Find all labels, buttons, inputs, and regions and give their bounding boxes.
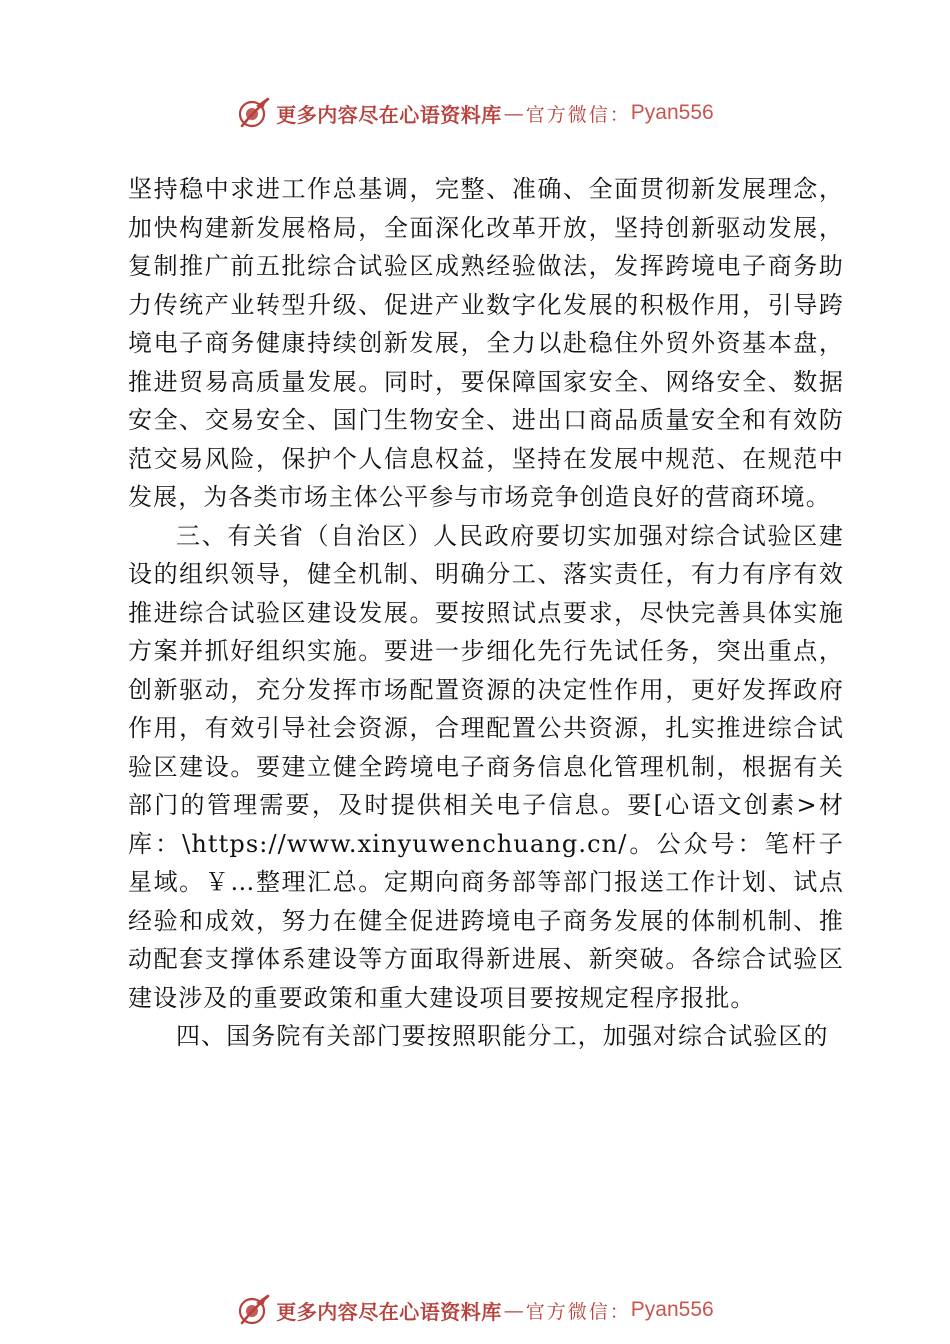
banner-dash: — — [503, 1298, 524, 1322]
wechat-label: 官方微信： — [525, 103, 631, 126]
brand-text: 更多内容尽在心语资料库 — [276, 102, 502, 127]
quill-seal-icon — [236, 96, 270, 130]
quill-seal-icon — [236, 1293, 270, 1327]
wechat-label: 官方微信： — [525, 1300, 631, 1323]
wechat-id: Pyan556 — [630, 101, 714, 124]
paragraph-3: 四、国务院有关部门要按照职能分工，加强对综合试验区的 — [176, 1022, 829, 1050]
paragraph-2: 三、有关省（自治区）人民政府要切实加强对综合试验区建设的组织领导，健全机制、明确分工、落实责任，有力有序有效推进综合试验区建设发展。要按照试点要求，尽快完善具体实施方案并抓好组织实施。要进一步细化先行先试任务，突出重点，创新驱动，充分发挥市场配置资源的决定性作用，更好发挥政府作用，有效引导社会资源，合理配置公共资源，扎实推进综合试验区建设。要建立健全跨境电子商务信息化管理机制，根据有关部门的管理需要，及时提供相关电子信息。要[心语文创素>材库：\https://www.xinyuwenchuang.cn/。公众号：笔杆子星域。￥…整理汇总。定期向商务部等部门报送工作计划、试点经验和成效，努力在健全促进跨境电子商务发展的体制机制、推动配套支撑体系建设等方面取得新进展、新突破。各综合试验区建设涉及的重要政策和重大建设项目要按规定程序报批。 — [128, 521, 844, 1012]
banner-dash: — — [503, 101, 524, 125]
wechat-id: Pyan556 — [630, 1298, 714, 1321]
paragraph-1: 坚持稳中求进工作总基调，完整、准确、全面贯彻新发展理念，加快构建新发展格局，全面深化改革开放，坚持创新驱动发展，复制推广前五批综合试验区成熟经验做法，发挥跨境电子商务助力传统产业转型升级、促进产业数字化发展的积极作用，引导跨境电子商务健康持续创新发展，全力以赴稳住外贸外资基本盘， 推进贸易高质量发展。同时，要保障国家安全、网络安全、数据安全、交易安全、国门生物安全、进出口商品质量安全和有效防范交易风险，保护个人信息权益，坚持在发展中规范、在规范中发展，为各类市场主体公平参与市场竞争创造良好的营商环境。 — [128, 175, 844, 511]
document-body — [128, 170, 844, 1056]
header-watermark-banner — [0, 93, 950, 133]
footer-watermark-banner — [0, 1290, 950, 1330]
brand-text: 更多内容尽在心语资料库 — [276, 1299, 502, 1324]
